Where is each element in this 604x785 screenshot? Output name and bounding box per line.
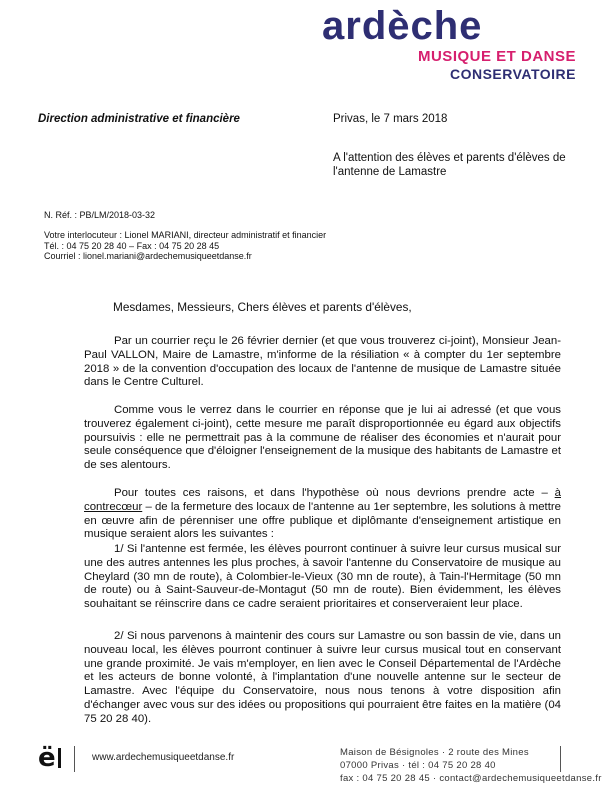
svg-text:ë: ë [38, 743, 56, 772]
department-heading: Direction administrative et financière [38, 113, 240, 125]
footer-divider-right [560, 746, 561, 772]
paragraph-4: 1/ Si l'antenne est fermée, les élèves pourront continuer à suivre leur cursus musical sur une des autres antennes les plus proches, à savoir l'antenne du Conservatoire de musique au Cheylard (30 mn de route), à Colombier-le-Vieux (30 mn de route), à Tain-l'Hermitage (50 mn de route) ou à Saint-Sauveur-de-Montagut (50 mn de route). Bien évidemment, les élèves souhaitant se réinscrire dans ce cadre seraient prioritaires et conserveraient leur place. [84, 543, 561, 611]
brand-tagline: CONSERVATOIRE [449, 66, 576, 82]
contact-phone: Tél. : 04 75 20 28 40 – Fax : 04 75 20 28 45 [44, 240, 220, 251]
salutation: Mesdames, Messieurs, Chers élèves et parents d'élèves, [113, 300, 412, 314]
recipient-block: A l'attention des élèves et parents d'élèves de l'antenne de Lamastre [333, 152, 566, 178]
footer-address-line2: 07000 Privas · tél : 04 75 20 28 40 [340, 760, 496, 771]
footer-address [340, 746, 602, 785]
website-link[interactable]: www.ardechemusiqueetdanse.fr [92, 752, 235, 763]
paragraph-2: Comme vous le verrez dans le courrier en réponse que je lui ai adressé (et que vous trouverez également ci-joint), cette mesure me paraît disproportionnée eu égard aux objectifs poursuivis : elle ne permettrait pas à la commune de réaliser des économies et n'aurait pour seule conséquence que d'éloigner l'enseignement de la musique des habitants de Lamastre et de ses alentours. [84, 404, 561, 472]
letter-date: Privas, le 7 mars 2018 [333, 113, 448, 125]
contact-email: Courriel : lionel.mariani@ardechemusiqueetdanse.fr [44, 251, 252, 262]
paragraph-3: Pour toutes ces raisons, et dans l'hypothèse où nous devrions prendre acte – à contrecœur – de la fermeture des locaux de l'antenne au 1er septembre, les solutions à mettre en œuvre afin de pérenniser une offre publique et diplômante d'enseignement artistique en musique seraient alors les suivantes : [84, 487, 561, 541]
contact-person: Votre interlocuteur : Lionel MARIANI, directeur administratif et financier [44, 230, 327, 240]
footer-address-line3: fax : 04 75 20 28 45 · contact@ardechemusiqueetdanse.fr [340, 773, 602, 784]
reference-number: N. Réf. : PB/LM/2018-03-32 [44, 210, 156, 220]
paragraph-5: 2/ Si nous parvenons à maintenir des cours sur Lamastre ou son bassin de vie, dans un nouveau local, les élèves pourront continuer à suivre leur cursus musical tout en conservant une grande proximité. Je vais m'employer, en lien avec le Conseil Départemental de l'Ardèche et les acteurs de bonne volonté, à l'implantation d'une nouvelle antenne sur le secteur de Lamastre. Avec l'équipe du Conservatoire, nous nous tenons à votre disposition afin d'échanger avec vous sur des idées ou propositions qui pourraient être faites en la matière (04 75 20 28 40). [84, 630, 561, 725]
brand-logo: ardèche [322, 4, 483, 48]
footer-address-line1: Maison de Bésignoles · 2 route des Mines [340, 747, 529, 758]
footer-logo-icon [36, 742, 66, 772]
footer-divider [74, 746, 75, 772]
paragraph-1: Par un courrier reçu le 26 février dernier (et que vous trouverez ci-joint), Monsieur Jean-Paul VALLON, Maire de Lamastre, m'informe de la résiliation « à compter du 1er septembre 2018 » de la convention d'occupation des locaux de l'antenne de musique de Lamastre située dans le Centre Culturel. [84, 335, 561, 389]
contact-block [44, 230, 326, 262]
brand-subtitle: MUSIQUE ET DANSE [417, 48, 576, 65]
